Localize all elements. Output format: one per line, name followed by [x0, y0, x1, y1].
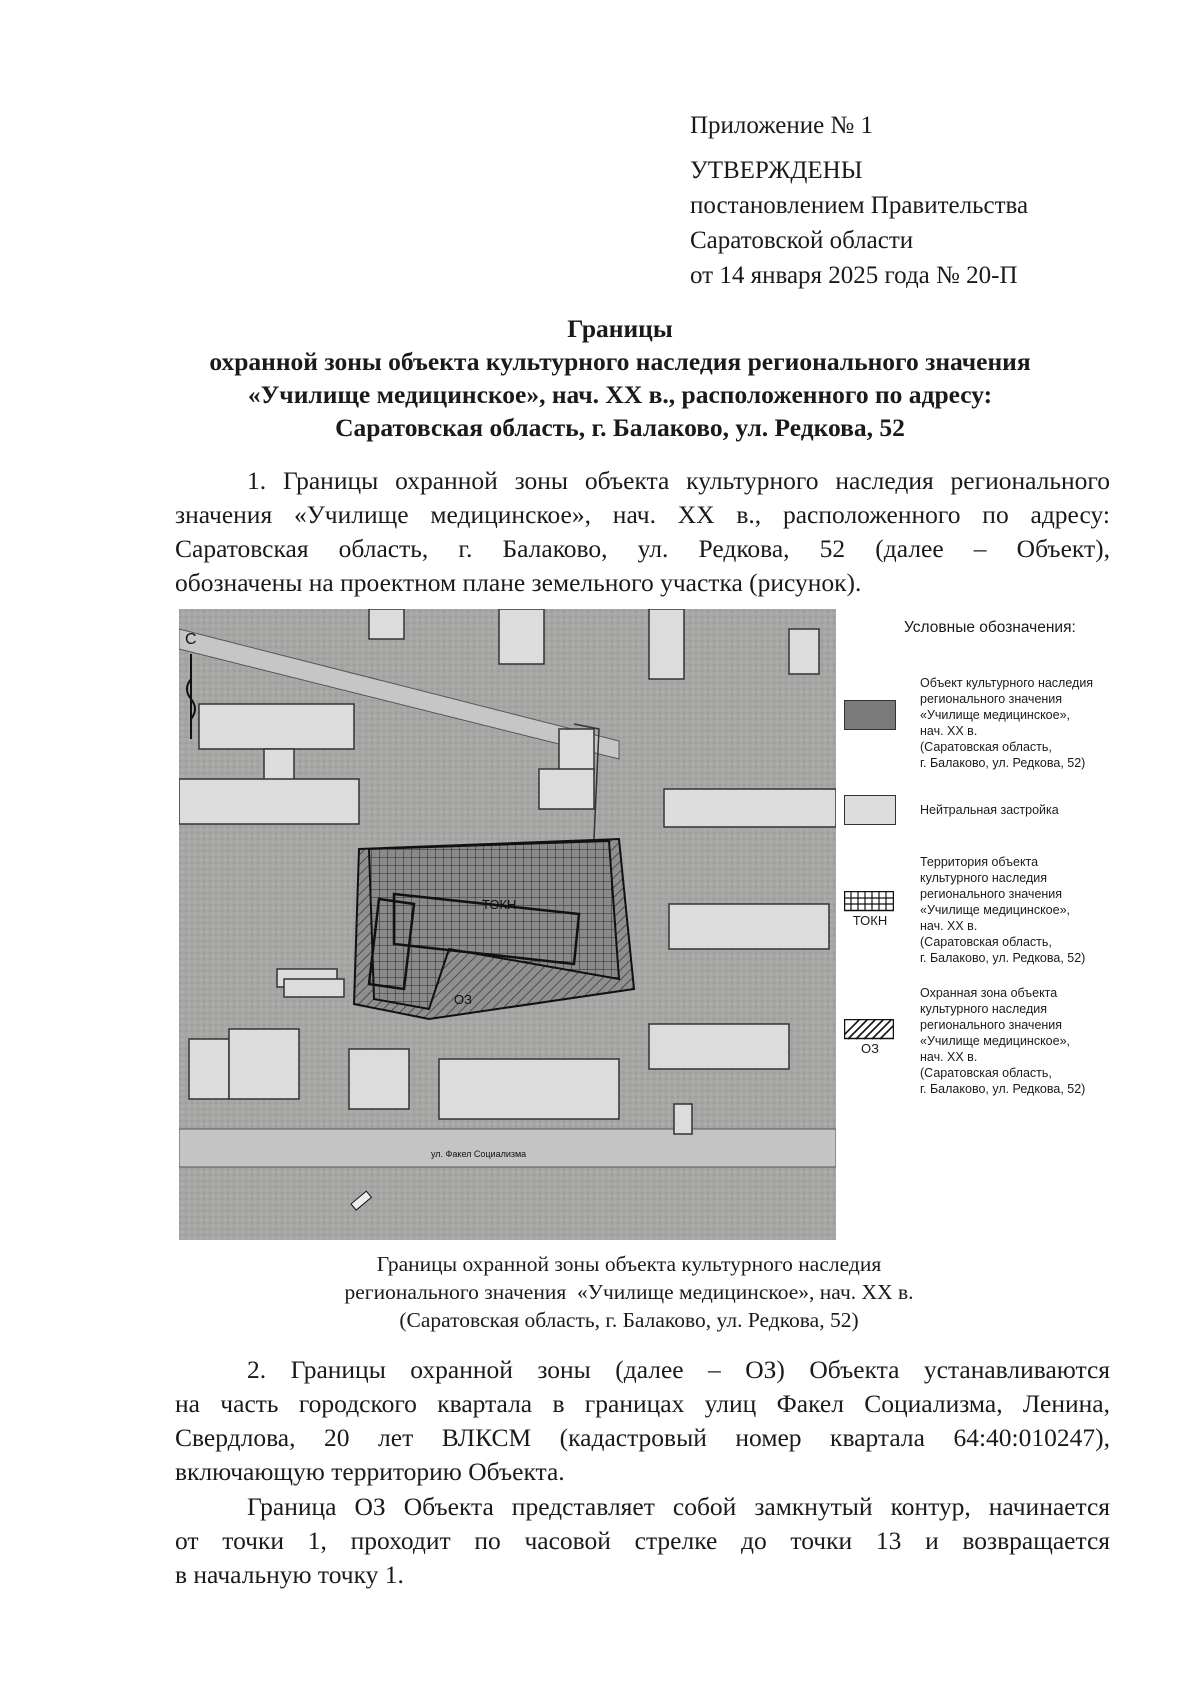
legend-heritage-territory-line: нач. XX в.: [920, 919, 978, 933]
legend-heritage-territory-line: культурного наследия: [920, 871, 1048, 885]
street-label: ул. Факел Социализма: [431, 1149, 527, 1159]
approval-line-2: Саратовской области: [690, 227, 914, 254]
paragraph-2-line-4: включающую территорию Объекта.: [175, 1457, 565, 1486]
legend-text-neutral-building: [920, 802, 1120, 818]
paragraph-1-line-1: 1. Границы охранной зоны объекта культурного наследия регионального: [247, 466, 1110, 495]
legend-heritage-object-line: «Училище медицинское»,: [920, 708, 1071, 722]
legend-heritage-territory-line: регионального значения: [920, 887, 1063, 901]
paragraph-2-line-3: Свердлова, 20 лет ВЛКСМ (кадастровый номер квартала 64:40:010247),: [175, 1423, 1110, 1452]
legend-neutral-building-line: Нейтральная застройка: [920, 803, 1059, 817]
title-line-1: Границы: [567, 314, 673, 343]
legend-swatch-neutral-building: [844, 795, 896, 825]
paragraph-3-line-3: в начальную точку 1.: [175, 1560, 404, 1589]
legend-protection-zone-line: Охранная зона объекта: [920, 986, 1058, 1000]
title-line-3: «Училище медицинское», нач. XX в., расположенного по адресу:: [247, 380, 993, 409]
legend-heritage-territory-line: «Училище медицинское»,: [920, 903, 1071, 917]
legend-protection-zone-line: культурного наследия: [920, 1002, 1048, 1016]
document-title: [120, 312, 1120, 444]
appendix-number: Приложение № 1: [690, 112, 874, 139]
caption-line-2: регионального значения «Училище медицинское», нач. XX в.: [344, 1280, 914, 1304]
caption-line-1: Границы охранной зоны объекта культурного наследия: [376, 1252, 882, 1276]
legend-caption-tokn: ТОКН: [852, 913, 888, 928]
paragraph-2-line-2: на часть городского квартала в границах улиц Факел Социализма, Ленина,: [175, 1389, 1110, 1418]
legend-heritage-object-line: Объект культурного наследия: [920, 676, 1094, 690]
paragraph-1-line-2: значения «Училище медицинское», нач. XX в., расположенного по адресу:: [175, 500, 1110, 529]
legend-heritage-object-line: г. Балаково, ул. Редкова, 52): [920, 756, 1086, 770]
paragraph-3-line-2: от точки 1, проходит по часовой стрелке до точки 13 и возвращается: [175, 1526, 1110, 1555]
legend-text-heritage-object: [920, 675, 1120, 771]
approved-heading: УТВЕРЖДЕНЫ: [690, 157, 863, 184]
oz-map-label: ОЗ: [454, 992, 472, 1007]
legend-protection-zone-line: «Училище медицинское»,: [920, 1034, 1071, 1048]
legend-protection-zone-line: регионального значения: [920, 1018, 1063, 1032]
street-band: [179, 1129, 836, 1167]
legend-text-heritage-territory: [920, 854, 1120, 966]
legend-heritage-territory-line: г. Балаково, ул. Редкова, 52): [920, 951, 1086, 965]
legend-header: Условные обозначения:: [904, 619, 1076, 636]
paragraph-3-line-1: Граница ОЗ Объекта представляет собой замкнутый контур, начинается: [247, 1492, 1110, 1521]
paragraph-3: [175, 1490, 1110, 1592]
legend-heritage-territory-line: (Саратовская область,: [920, 935, 1052, 949]
tokn-map-label: ТОКН: [482, 897, 517, 912]
legend-swatch-heritage-object: [844, 700, 896, 730]
legend-heritage-territory-line: Территория объекта: [920, 855, 1039, 869]
site-plan-map: [179, 609, 836, 1240]
legend-protection-zone-line: (Саратовская область,: [920, 1066, 1052, 1080]
map-legend: [840, 609, 1120, 1129]
title-line-4: Саратовская область, г. Балаково, ул. Редкова, 52: [335, 413, 905, 442]
approval-block: [690, 108, 1028, 293]
approval-line-3: от 14 января 2025 года № 20-П: [690, 262, 1018, 289]
paragraph-1-line-4: обозначены на проектном плане земельного участка (рисунок).: [175, 568, 862, 597]
legend-protection-zone-line: нач. XX в.: [920, 1050, 978, 1064]
title-line-2: охранной зоны объекта культурного наследия регионального значения: [209, 347, 1031, 376]
legend-heritage-object-line: нач. XX в.: [920, 724, 978, 738]
legend-heritage-object-line: (Саратовская область,: [920, 740, 1052, 754]
paragraph-2-line-1: 2. Границы охранной зоны (далее – ОЗ) Объекта устанавливаются: [247, 1355, 1110, 1384]
legend-text-protection-zone: [920, 985, 1120, 1097]
caption-line-3: (Саратовская область, г. Балаково, ул. Редкова, 52): [399, 1308, 859, 1332]
site-plan-svg: [179, 609, 836, 1240]
figure-caption: [179, 1250, 1079, 1334]
approval-line-1: постановлением Правительства: [690, 192, 1029, 219]
north-label: С: [185, 631, 197, 648]
paragraph-1: [175, 464, 1110, 600]
legend-heritage-object-line: регионального значения: [920, 692, 1063, 706]
legend-caption-oz: ОЗ: [861, 1041, 879, 1056]
legend-protection-zone-line: г. Балаково, ул. Редкова, 52): [920, 1082, 1086, 1096]
paragraph-1-line-3: Саратовская область, г. Балаково, ул. Редкова, 52 (далее – Объект),: [175, 534, 1110, 563]
paragraph-2: [175, 1353, 1110, 1489]
